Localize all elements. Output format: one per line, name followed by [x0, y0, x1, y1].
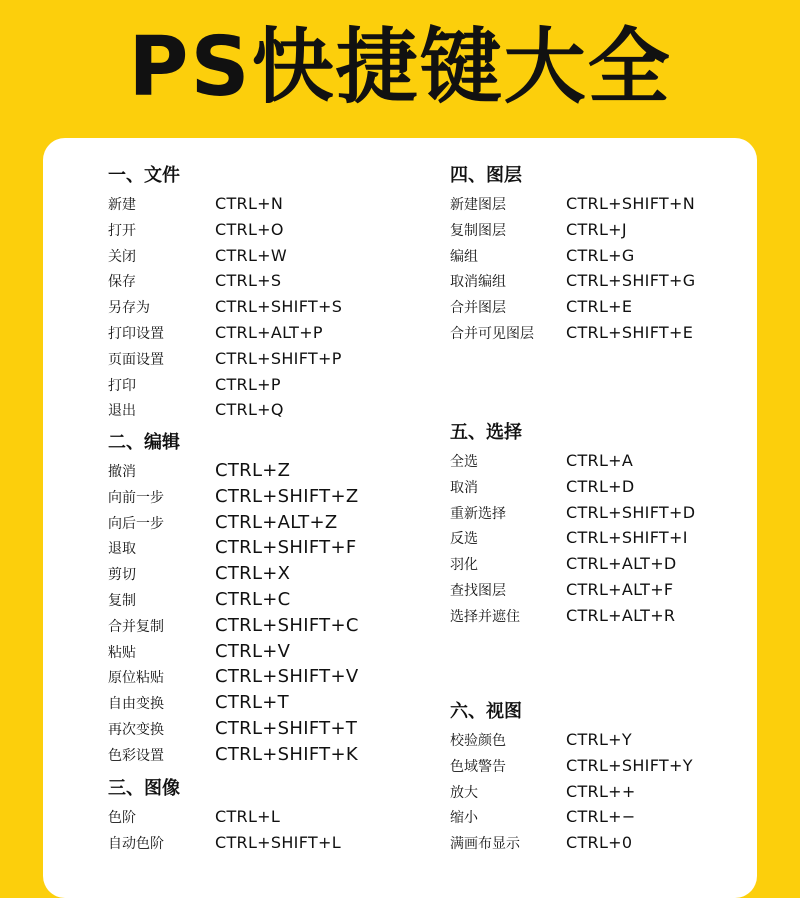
- shortcut-label: 打印设置: [108, 326, 164, 342]
- section-title: 四、图层: [450, 165, 522, 186]
- shortcut-label: 撤消: [108, 464, 136, 480]
- shortcut-keys: CTRL+C: [215, 589, 291, 610]
- shortcut-label: 反选: [450, 531, 478, 548]
- shortcut-keys: CTRL+ALT+F: [566, 580, 674, 599]
- shortcut-keys: CTRL+SHIFT+E: [566, 323, 694, 342]
- shortcut-keys: CTRL+SHIFT+S: [215, 297, 343, 317]
- shortcut-keys: CTRL+ALT+P: [215, 323, 323, 342]
- shortcut-label: 合并复制: [108, 618, 164, 635]
- shortcut-label: 粘贴: [108, 644, 136, 661]
- section-title: 三、图像: [108, 778, 180, 799]
- shortcut-keys: CTRL+J: [566, 219, 627, 239]
- shortcut-keys: CTRL+ALT+R: [566, 605, 676, 625]
- shortcut-keys: CTRL+W: [215, 245, 288, 265]
- shortcut-label: 色阶: [108, 810, 136, 826]
- shortcut-label: 重新选择: [450, 505, 506, 522]
- shortcut-keys: CTRL+P: [215, 374, 281, 394]
- shortcut-label: 自由变换: [108, 696, 164, 713]
- shortcut-keys: CTRL+ALT+D: [566, 554, 677, 574]
- shortcut-label: 全选: [450, 454, 478, 470]
- shortcut-keys: CTRL+X: [215, 563, 291, 585]
- shortcut-keys: CTRL+SHIFT+P: [215, 348, 342, 368]
- shortcut-keys: CTRL+SHIFT+C: [215, 614, 359, 636]
- shortcut-label: 页面设置: [108, 351, 164, 368]
- shortcut-keys: CTRL+D: [566, 476, 635, 496]
- shortcut-keys: CTRL+Y: [566, 730, 632, 749]
- shortcut-keys: CTRL+SHIFT+N: [566, 194, 695, 213]
- shortcut-label: 原位粘贴: [108, 670, 164, 687]
- shortcut-keys: CTRL+Q: [215, 400, 284, 420]
- shortcut-keys: CTRL+SHIFT+F: [215, 537, 357, 559]
- shortcut-label: 合并可见图层: [450, 326, 534, 342]
- shortcut-keys: CTRL+G: [566, 245, 635, 265]
- shortcut-keys: CTRL+SHIFT+I: [566, 528, 688, 548]
- section-title: 一、文件: [108, 165, 180, 186]
- shortcut-keys: CTRL+E: [566, 297, 633, 317]
- shortcut-keys: CTRL+SHIFT+L: [215, 832, 341, 852]
- shortcut-keys: CTRL+0: [566, 833, 633, 853]
- section-title: 五、选择: [450, 422, 522, 443]
- shortcut-label: 色域警告: [450, 758, 506, 775]
- section-title: 二、编辑: [108, 432, 180, 453]
- shortcut-label: 退出: [108, 403, 136, 420]
- shortcut-keys: CTRL+SHIFT+D: [566, 502, 696, 522]
- shortcut-keys: CTRL+O: [215, 219, 284, 239]
- shortcut-keys: CTRL+SHIFT+Z: [215, 485, 359, 507]
- shortcut-label: 满画布显示: [450, 836, 520, 853]
- shortcut-label: 色彩设置: [108, 747, 164, 764]
- shortcut-label: 打印: [108, 377, 136, 394]
- shortcut-keys: CTRL+SHIFT+V: [215, 666, 359, 688]
- page-title: PS快捷键大全: [128, 20, 672, 115]
- shortcut-label: 退取: [108, 541, 136, 558]
- shortcut-keys: CTRL+Z: [215, 460, 291, 481]
- shortcut-keys: CTRL+V: [215, 640, 291, 662]
- shortcut-label: 缩小: [450, 810, 478, 827]
- shortcut-label: 校验颜色: [450, 733, 506, 749]
- shortcut-keys: CTRL++: [566, 781, 636, 801]
- shortcut-keys: CTRL+T: [215, 692, 289, 714]
- shortcut-label: 选择并遮住: [450, 608, 520, 625]
- shortcut-label: 另存为: [108, 300, 150, 317]
- shortcut-keys: CTRL+ALT+Z: [215, 511, 338, 533]
- shortcut-keys: CTRL+S: [215, 271, 282, 291]
- shortcut-label: 保存: [108, 274, 136, 291]
- shortcut-label: 羽化: [450, 557, 478, 574]
- shortcut-label: 编组: [450, 248, 478, 265]
- section-title: 六、视图: [450, 701, 522, 722]
- shortcut-keys: CTRL+SHIFT+T: [215, 718, 358, 739]
- shortcut-label: 复制: [108, 593, 136, 609]
- shortcut-label: 向后一步: [108, 515, 164, 532]
- shortcut-label: 关闭: [108, 248, 136, 265]
- shortcut-label: 向前一步: [108, 489, 164, 506]
- shortcut-label: 剪切: [108, 567, 136, 584]
- shortcut-keys: CTRL+SHIFT+G: [566, 271, 696, 291]
- shortcut-label: 取消: [450, 479, 478, 496]
- shortcut-label: 合并图层: [450, 300, 506, 317]
- shortcut-label: 新建图层: [450, 197, 506, 213]
- shortcut-label: 再次变换: [108, 722, 164, 738]
- shortcut-label: 查找图层: [450, 583, 506, 599]
- shortcut-label: 复制图层: [450, 222, 506, 239]
- shortcut-label: 放大: [450, 784, 478, 801]
- shortcut-label: 取消编组: [450, 274, 506, 291]
- shortcut-keys: CTRL+L: [215, 807, 281, 826]
- shortcut-label: 打开: [108, 222, 136, 239]
- shortcut-label: 自动色阶: [108, 835, 164, 852]
- shortcut-keys: CTRL+−: [566, 807, 636, 827]
- shortcut-card: [43, 138, 757, 898]
- shortcut-keys: CTRL+N: [215, 194, 284, 213]
- shortcut-label: 新建: [108, 197, 136, 213]
- shortcut-keys: CTRL+A: [566, 451, 634, 470]
- shortcut-keys: CTRL+SHIFT+K: [215, 743, 358, 765]
- shortcut-keys: CTRL+SHIFT+Y: [566, 755, 693, 775]
